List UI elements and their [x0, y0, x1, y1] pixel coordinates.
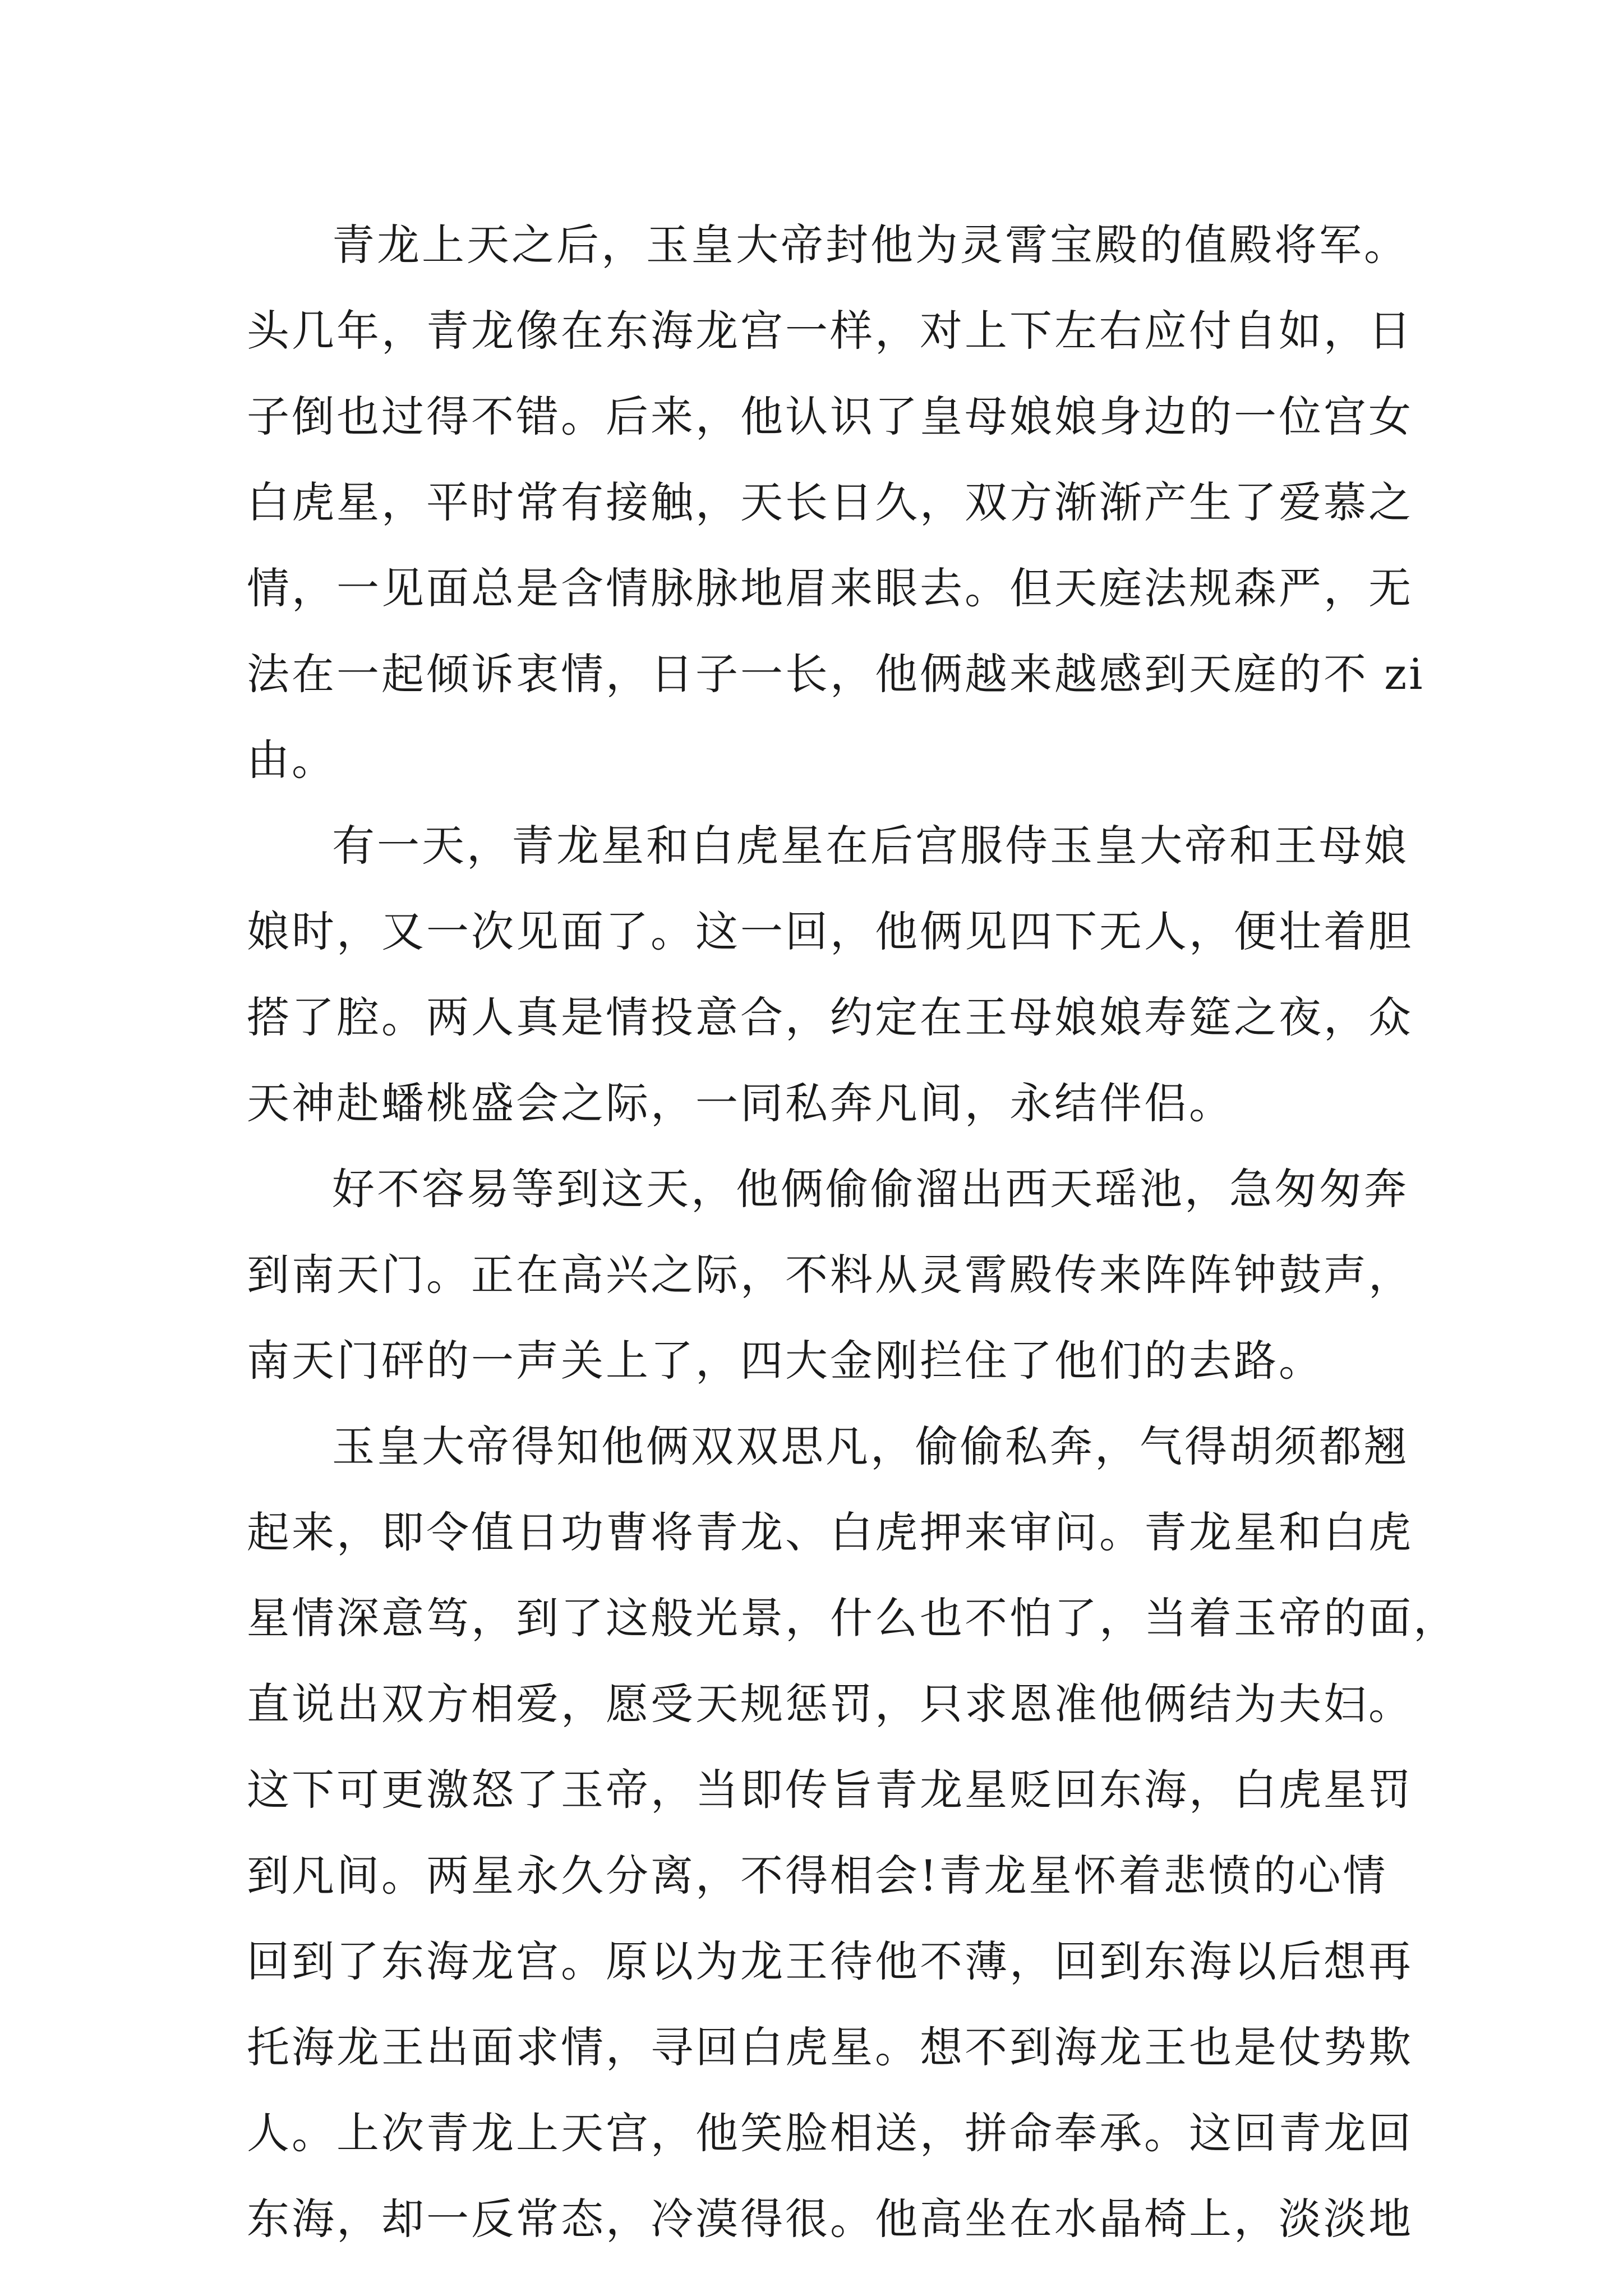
text-line: 由。	[247, 735, 336, 785]
text-line: 南天门砰的一声关上了，四大金刚拦住了他们的去路。	[247, 1336, 1324, 1386]
text-line: 娘时，又一次见面了。这一回，他俩见四下无人，便壮着胆	[247, 907, 1413, 956]
paragraph	[247, 202, 1425, 803]
text-line: 托海龙王出面求情，寻回白虎星。想不到海龙王也是仗势欺	[247, 2022, 1413, 2072]
paragraph	[247, 803, 1413, 1146]
text-line: 直说出双方相爱，愿受天规惩罚，只求恩准他俩结为夫妇。	[247, 1679, 1413, 1729]
text-line: 天神赴蟠桃盛会之际，一同私奔凡间，永结伴侣。	[247, 1078, 1234, 1128]
text-line: 子倒也过得不错。后来，他认识了皇母娘娘身边的一位宫女	[247, 392, 1413, 441]
text-line: 起来，即令值日功曹将青龙、白虎押来审问。青龙星和白虎	[247, 1507, 1413, 1557]
text-line: 玉皇大帝得知他俩双双思凡，偷偷私奔，气得胡须都翘	[332, 1421, 1409, 1471]
text-line: 到凡间。两星永久分离，不得相会!青龙星怀着悲愤的心情	[247, 1851, 1388, 1901]
text-line: 法在一起倾诉衷情，日子一长，他俩越来越感到天庭的不 zi	[247, 649, 1425, 699]
text-line: 青龙上天之后，玉皇大帝封他为灵霄宝殿的值殿将军。	[332, 220, 1409, 270]
text-line: 到南天门。正在高兴之际，不料从灵霄殿传来阵阵钟鼓声，	[247, 1250, 1413, 1300]
text-line: 这下可更激怒了玉帝，当即传旨青龙星贬回东海，白虎星罚	[247, 1765, 1413, 1815]
body-text	[247, 202, 1458, 2262]
text-line: 有一天，青龙星和白虎星在后宫服侍玉皇大帝和王母娘	[332, 821, 1409, 871]
text-line: 回到了东海龙宫。原以为龙王待他不薄，回到东海以后想再	[247, 1936, 1413, 1986]
paragraph	[247, 1146, 1413, 1404]
text-line: 情，一见面总是含情脉脉地眉来眼去。但天庭法规森严，无	[247, 563, 1413, 613]
text-line: 头几年，青龙像在东海龙宫一样，对上下左右应付自如，日	[247, 306, 1413, 356]
text-line: 星情深意笃，到了这般光景，什么也不怕了，当着玉帝的面，	[247, 1593, 1458, 1643]
paragraph	[247, 1404, 1458, 2262]
text-line: 白虎星，平时常有接触，天长日久，双方渐渐产生了爱慕之	[247, 477, 1413, 527]
text-line: 人。上次青龙上天宫，他笑脸相送，拼命奉承。这回青龙回	[247, 2108, 1413, 2158]
text-line: 东海，却一反常态，冷漠得很。他高坐在水晶椅上，淡淡地	[247, 2194, 1413, 2244]
text-line: 好不容易等到这天，他俩偷偷溜出西天瑶池，急匆匆奔	[332, 1164, 1409, 1214]
text-line: 搭了腔。两人真是情投意合，约定在王母娘娘寿筵之夜，众	[247, 992, 1413, 1042]
